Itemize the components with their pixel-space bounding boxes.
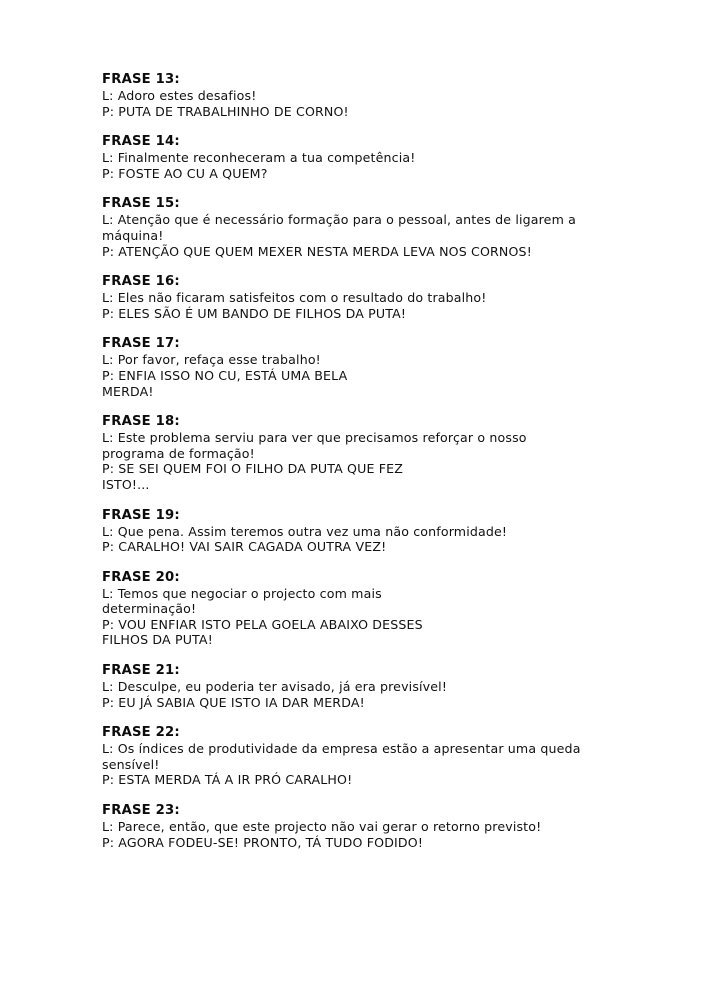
phrase-line-p: P: ATENÇÃO QUE QUEM MEXER NESTA MERDA LEVA NOS CORNOS! bbox=[102, 243, 532, 259]
phrase-line-p-cont: ISTO!... bbox=[102, 476, 150, 492]
phrase-section bbox=[102, 196, 602, 259]
phrase-line-p-cont: MERDA! bbox=[102, 383, 154, 399]
phrase-line-p: P: ESTA MERDA TÁ A IR PRÓ CARALHO! bbox=[102, 772, 353, 788]
phrase-section bbox=[102, 336, 602, 399]
phrase-section bbox=[102, 570, 602, 648]
phrase-section bbox=[102, 414, 602, 492]
phrase-heading: FRASE 16: bbox=[102, 274, 180, 290]
phrase-line-p: P: VOU ENFIAR ISTO PELA GOELA ABAIXO DESSES bbox=[102, 616, 423, 632]
phrase-heading: FRASE 23: bbox=[102, 803, 180, 819]
phrase-heading: FRASE 21: bbox=[102, 663, 180, 679]
phrase-line-l: L: Parece, então, que este projecto não vai gerar o retorno previsto! bbox=[102, 819, 542, 835]
phrase-line-p-cont: FILHOS DA PUTA! bbox=[102, 632, 213, 648]
phrase-section bbox=[102, 274, 602, 321]
phrase-section bbox=[102, 72, 602, 119]
phrase-section bbox=[102, 134, 602, 181]
phrase-line-l: L: Eles não ficaram satisfeitos com o resultado do trabalho! bbox=[102, 290, 487, 306]
phrase-list bbox=[102, 72, 602, 865]
phrase-line-l: L: Atenção que é necessário formação para o pessoal, antes de ligarem a bbox=[102, 212, 577, 228]
phrase-section bbox=[102, 508, 602, 555]
phrase-heading: FRASE 14: bbox=[102, 134, 180, 150]
phrase-section bbox=[102, 663, 602, 710]
phrase-line-p: P: EU JÁ SABIA QUE ISTO IA DAR MERDA! bbox=[102, 694, 365, 710]
phrase-line-l: L: Finalmente reconheceram a tua competência! bbox=[102, 150, 416, 166]
phrase-line-l: L: Adoro estes desafios! bbox=[102, 88, 257, 103]
phrase-line-p: P: SE SEI QUEM FOI O FILHO DA PUTA QUE FEZ bbox=[102, 461, 404, 477]
phrase-line-l-cont: determinação! bbox=[102, 601, 197, 617]
phrase-section bbox=[102, 803, 602, 850]
phrase-line-l: L: Por favor, refaça esse trabalho! bbox=[102, 352, 321, 368]
phrase-heading: FRASE 15: bbox=[102, 196, 180, 212]
phrase-line-l: L: Desculpe, eu poderia ter avisado, já era previsível! bbox=[102, 679, 448, 695]
phrase-heading: FRASE 20: bbox=[102, 569, 180, 585]
phrase-line-l: L: Este problema serviu para ver que precisamos reforçar o nosso bbox=[102, 430, 527, 446]
phrase-line-l-cont: máquina! bbox=[102, 227, 164, 243]
phrase-line-p: P: AGORA FODEU-SE! PRONTO, TÁ TUDO FODIDO! bbox=[102, 834, 424, 850]
phrase-line-p: P: ENFIA ISSO NO CU, ESTÁ UMA BELA bbox=[102, 367, 348, 383]
phrase-line-p: P: FOSTE AO CU A QUEM? bbox=[102, 165, 268, 181]
phrase-line-l: L: Que pena. Assim teremos outra vez uma não conformidade! bbox=[102, 523, 508, 539]
phrase-heading: FRASE 19: bbox=[102, 507, 180, 523]
phrase-line-p: P: ELES SÃO É UM BANDO DE FILHOS DA PUTA! bbox=[102, 305, 407, 321]
phrase-line-l-cont: programa de formação! bbox=[102, 445, 255, 461]
phrase-line-p: P: CARALHO! VAI SAIR CAGADA OUTRA VEZ! bbox=[102, 539, 387, 555]
phrase-line-l-cont: sensível! bbox=[102, 756, 160, 772]
phrase-heading: FRASE 13: bbox=[102, 72, 180, 87]
phrase-line-p: P: PUTA DE TRABALHINHO DE CORNO! bbox=[102, 103, 349, 119]
phrase-line-l: L: Temos que negociar o projecto com mais bbox=[102, 585, 382, 601]
phrase-heading: FRASE 22: bbox=[102, 725, 180, 741]
phrase-line-l: L: Os índices de produtividade da empresa estão a apresentar uma queda bbox=[102, 741, 581, 757]
phrase-heading: FRASE 18: bbox=[102, 414, 180, 430]
phrase-section bbox=[102, 725, 602, 788]
phrase-heading: FRASE 17: bbox=[102, 336, 180, 352]
